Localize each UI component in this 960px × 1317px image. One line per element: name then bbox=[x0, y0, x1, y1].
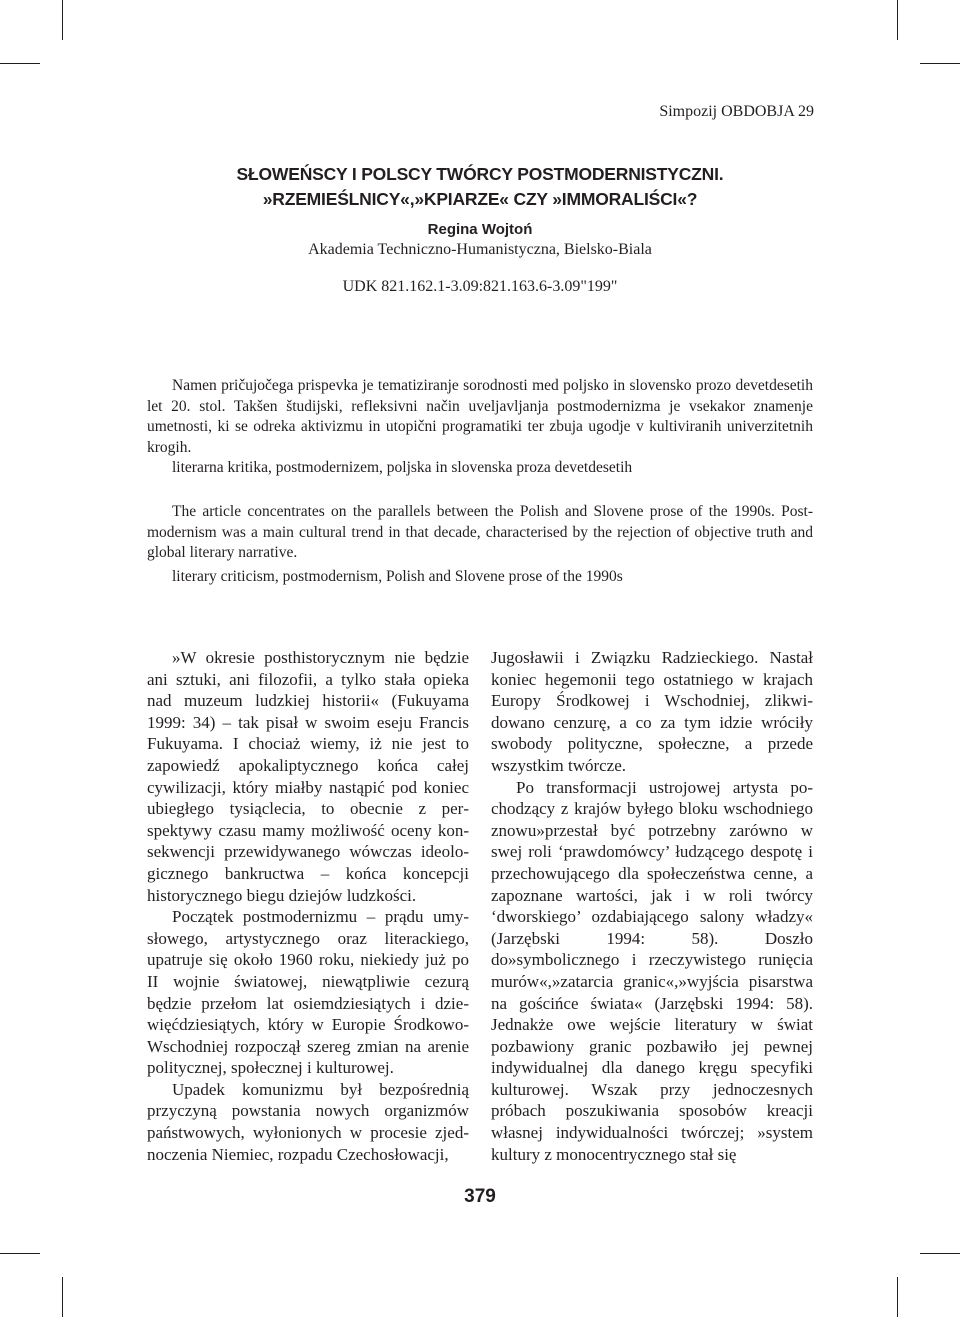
crop-mark-top-left bbox=[62, 0, 63, 40]
body-column-left bbox=[147, 647, 469, 1165]
author-affiliation: Akademia Techniczno-Humanistyczna, Bielsko-Biala bbox=[308, 241, 652, 258]
author-name: Regina Wojtoń bbox=[427, 221, 533, 238]
abstract-slovene bbox=[147, 376, 813, 458]
crop-mark-top-left-h bbox=[0, 63, 40, 64]
udk-code: UDK 821.162.1-3.09:821.163.6-3.09"199" bbox=[342, 278, 618, 295]
title-line-2: »RZEMIEŚLNICY«,»KPIARZE« CZY »IMMORALIŚCI«? bbox=[262, 189, 698, 209]
crop-mark-bottom-left bbox=[62, 1277, 63, 1317]
keywords-slovene: literarna kritika, postmodernizem, poljska in slovenska proza devetdesetih bbox=[172, 459, 633, 476]
crop-mark-bottom-left-h bbox=[0, 1253, 40, 1254]
article-title bbox=[144, 162, 816, 212]
body-paragraph: Początek postmodernizmu – prądu umysłowego, artystycznego oraz literackiego, upatruje się około 1960 roku, niekiedy już po II wojnie światowej, niewątpliwie cezurą będzie przełom lat osiemdziesiątych i dziewięćdziesiątych, który w Europie Środkowo-Wschodniej rozpoczął szereg zmian na arenie politycznej, społecznej i kulturowej. bbox=[147, 907, 469, 1078]
body-paragraph: Jugosławii i Związku Radzieckiego. Nastał koniec hegemonii tego ostatniego w krajach Europy Środkowej i Wschodniej, zlikwidowano cenzurę, a co za tym idzie wróciły swobody polityczne, społeczne, a przede wszystkim twórcze. bbox=[491, 648, 813, 775]
title-line-1: SŁOWEŃSCY I POLSCY TWÓRCY POSTMODERNISTYCZNI. bbox=[236, 164, 724, 184]
abstract-english-text: The article concentrates on the parallels between the Polish and Slovene prose of the 1990s. Postmodernism was a main cultural trend in that decade, characterised by the rejection of objective truth and global literary narrative. bbox=[147, 503, 813, 562]
abstract-english bbox=[147, 502, 813, 564]
body-paragraph: »W okresie posthistorycznym nie będzie ani sztuki, ani filozofii, a tylko stała opieka nad muzeum ludzkiej historii« (Fukuyama 1999: 34) – tak pisał w swoim eseju Francis Fukuyama. I chociaż wiemy, iż nie jest to zapowiedź apokaliptycznego końca całej cywilizacji, który miałby nastąpić pod koniec ubiegłego tysiąclecia, to obecnie z perspektywy czasu mamy możliwość oceny konsekwencji przewidywanego wówczas ideologicznego bankructwa – końca koncepcji historycznego biegu dziejów ludzkości. bbox=[147, 648, 469, 905]
crop-mark-bottom-right-h bbox=[920, 1253, 960, 1254]
crop-mark-top-right bbox=[897, 0, 898, 40]
body-paragraph: Po transformacji ustrojowej artysta pochodzący z krajów byłego bloku wschodniego znowu»przestał być potrzebny zarówno w swej roli ‘prawdomówcy’ łudzącego despotę i przechowującego dla społeczeństwa cenne, a zapoznane wartości, jak i w roli twórcy ‘dworskiego’ ozdabiającego salony władzy« (Jarzębski 1994: 58). Doszło do»symbolicznego i rzeczywistego runięcia murów«,»zatarcia granic«,»wyjścia pisarstwa na gościńce świata« (Jarzębski 1994: 58). Jednakże owe wejście literatury w świat pozbawiony granic pozbawiło jej pewnej indywidualnej dla danego kręgu specyfiki kulturowej. Wszak przy jednoczesnych próbach poszukiwania sposobów kreacji własnej indywidualności twórczej; »system kultury z monocentrycznego stał się bbox=[491, 777, 813, 1164]
body-paragraph: Upadek komunizmu był bezpośrednią przyczyną powstania nowych organizmów państwowych, wyłonionych w procesie zjednoczenia Niemiec, rozpadu Czechosłowacji, bbox=[147, 1079, 469, 1164]
crop-mark-bottom-right bbox=[897, 1277, 898, 1317]
keywords-english: literary criticism, postmodernism, Polish and Slovene prose of the 1990s bbox=[172, 568, 623, 585]
body-column-right bbox=[491, 647, 813, 1165]
running-head: Simpozij OBDOBJA 29 bbox=[659, 103, 814, 120]
abstract-slovene-text: Namen pričujočega prispevka je tematiziranje sorodnosti med poljsko in slovensko prozo devetdesetih let 20. stol. Takšen študijski, refleksivni način uveljavljanja postmodernizma je vsekakor znamenje umetnosti, ki se odreka aktivizmu in utopični programatiki ter zbuja ugodje v kultiviranih univerzitetnih krogih. bbox=[147, 377, 813, 456]
crop-mark-top-right-h bbox=[920, 63, 960, 64]
page-number: 379 bbox=[464, 1186, 496, 1207]
